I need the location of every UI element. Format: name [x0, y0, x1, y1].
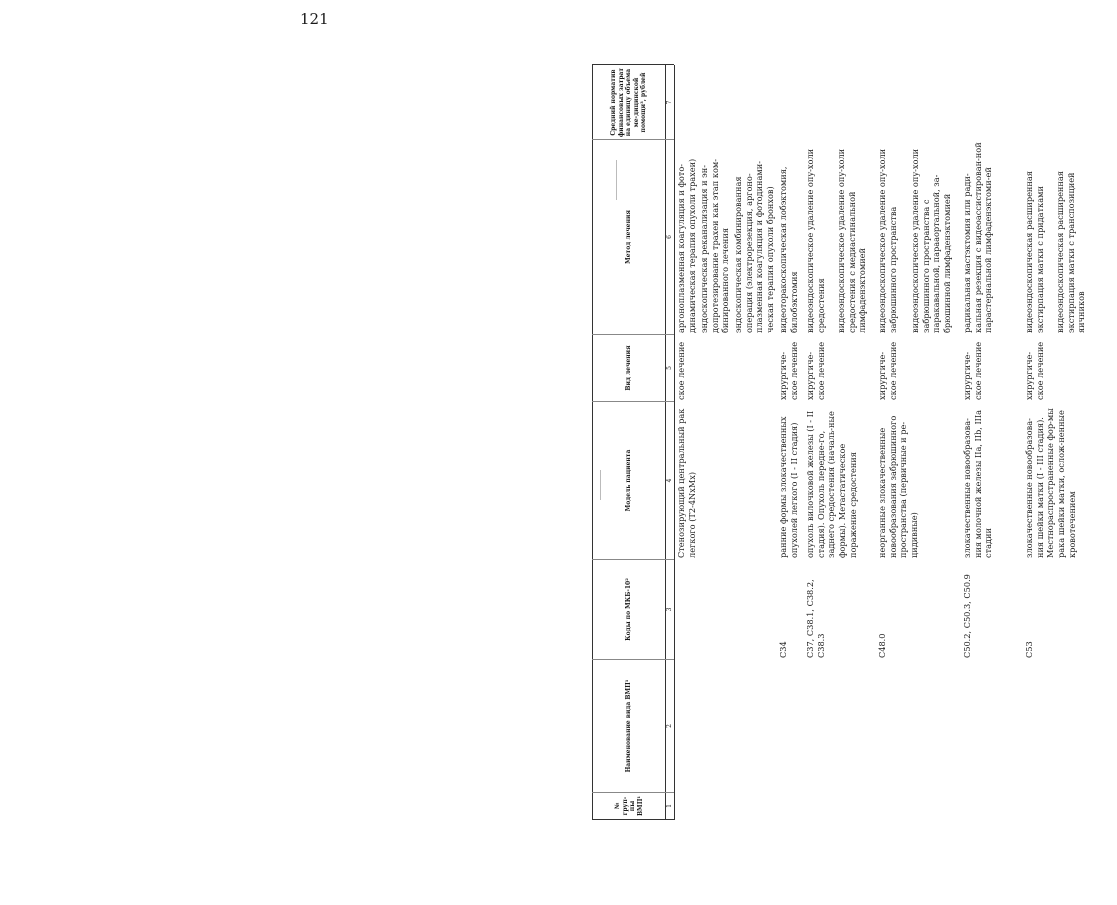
header-treatment-method: Метод лечения — [625, 210, 633, 264]
treatment-type: хирургиче- ское лечение — [805, 341, 826, 400]
header-patient-model: Модель пациента — [625, 449, 633, 512]
treatment-type: хирургиче- ское лечение — [1024, 341, 1045, 400]
treatment-method: видеоэндоскопическая расширенная экстирпация матки с придатками — [1024, 171, 1045, 333]
treatment-method: видеоэндоскопическая расширенная экстирпация матки с транспозицией яичников — [1055, 171, 1087, 333]
page-number: 121 — [300, 10, 329, 28]
rotated-table — [592, 65, 1117, 820]
icd-code: C53 — [1024, 641, 1034, 658]
scan-mark — [600, 470, 601, 500]
table-top-border — [592, 65, 593, 820]
treatment-method: видеоэндоскопическое удаление опу-холи средостения — [805, 148, 826, 333]
col-number: 7 — [666, 100, 673, 105]
patient-model: неорганные злокачественные новообразования забрюшинного пространства (первичные и ре-цидивные) — [877, 415, 919, 558]
icd-code: C48.0 — [877, 633, 887, 658]
treatment-method: видеоторакоскопическая лобэктомия, билобэктомия — [778, 166, 799, 333]
scan-mark — [616, 160, 617, 200]
col-number: 4 — [666, 478, 673, 483]
header-group-number: № груп- пы ВМП¹ — [614, 796, 644, 817]
col-number: 3 — [666, 607, 673, 612]
treatment-type: хирургиче- ское лечение — [778, 341, 799, 400]
header-vmp-name: Наименование вида ВМП¹ — [625, 679, 633, 773]
header-treatment-type: Вид лечения — [625, 345, 633, 391]
icd-code: C34 — [778, 641, 788, 658]
table-right-border — [592, 64, 674, 65]
treatment-type: ское лечение — [676, 341, 686, 400]
treatment-method: видеоэндоскопическое удаление опу-холи забрюшинного пространства с паракавальной, парааортальной, за-брюшинной лимфаденэктомией — [910, 148, 952, 333]
treatment-method: радикальная мастэктомия или ради-кальная резекция с видеоассистирован-ной парастернальной лимфаденэктоми-ей — [962, 142, 994, 333]
patient-model: злокачественные новообразова-ния шейки матки (I - III стадия). Местнораспространенные фор-мы рака шейки матки, ослож-ненные кровотечением — [1024, 408, 1077, 558]
treatment-type: хирургиче- ское лечение — [962, 341, 983, 400]
treatment-method: видеоэндоскопическое удаление опу-холи забрюшинного пространства — [877, 148, 898, 333]
treatment-method: эндоскопическая комбинированная операция (электрорезекция, аргоно-плазменная коагуляция и фотодинами-ческая терапия опухоли бронхов) — [733, 161, 775, 333]
patient-model: злокачественные новообразова-ния молочной железы IIa, IIb, IIIa стадии — [962, 409, 994, 558]
treatment-method: аргоноплазменная коагуляция и фото-динамическая терапия опухоли трахеи) — [676, 158, 697, 333]
col-number: 1 — [666, 804, 673, 808]
treatment-type: хирургиче- ское лечение — [877, 341, 898, 400]
treatment-method: эндоскопическая реканализация и эн-допротезирование трахеи как этап ком-бинированного лечения — [699, 158, 731, 333]
patient-model: Стенозирующий центральный рак легкого (T2-4NxMx) — [676, 408, 697, 558]
patient-model: опухоль вилочковой железы (I - II стадия). Опухоль передне-го, заднего средостения (началь-ные формы). Метастатическое поражение средостения — [805, 410, 858, 558]
col-number: 6 — [666, 235, 673, 239]
table-left-border — [592, 819, 674, 820]
treatment-method: видеоэндоскопическое удаление опу-холи средостения с медиастинальной лимфаденэктомией — [836, 148, 868, 333]
header-icd-codes: Коды по МКБ-10² — [625, 578, 633, 641]
patient-model: ранние формы злокачественных опухолей легкого (I - II стадия) — [778, 416, 799, 558]
icd-code: C50.2, C50.3, C50.9 — [962, 574, 972, 658]
col-number: 5 — [666, 366, 673, 370]
header-cost-norm: Средний норматив финансовых затрат на единицу объема ме-дицинской помощи³, рублей — [610, 67, 648, 138]
icd-code: C37, C38.1, C38.2, C38.3 — [805, 579, 826, 658]
col-number: 2 — [666, 724, 673, 728]
col-numbers-bottom-border — [674, 65, 675, 820]
